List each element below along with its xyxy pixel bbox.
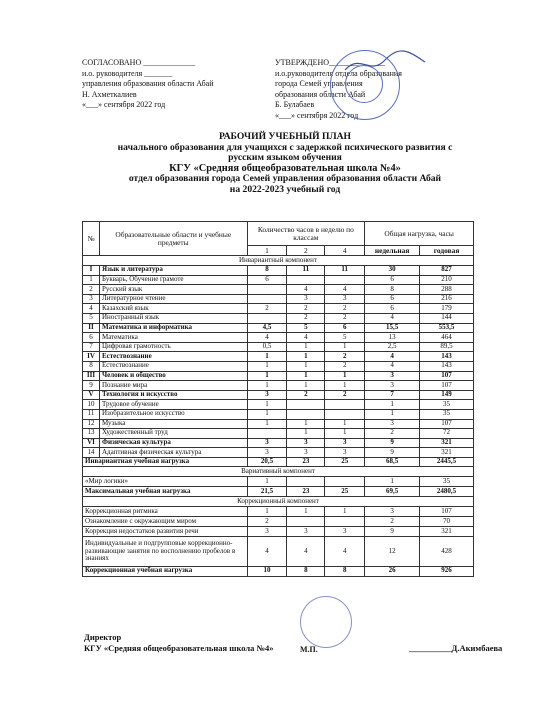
row-g4: 25 [325,457,365,467]
title-line: русским языком обучения [228,152,342,164]
row-g2: 1 [287,361,325,371]
row-yearly: 926 [420,567,474,577]
row-subject: Коррекция недостатков развития речи [83,527,248,537]
row-g4: 1 [325,419,365,429]
row-g2: 8 [287,567,325,577]
row-g4: 4 [325,537,365,567]
row-subject: Естествознание [99,352,247,362]
approval-left-line: и.о. руководителя _______ [82,68,173,78]
table-row [83,527,474,537]
row-yearly: 149 [420,390,474,400]
row-yearly: 70 [420,517,474,527]
row-g2: 1 [287,429,325,439]
row-g2: 2 [287,313,325,323]
row-weekly: 9 [365,527,420,537]
row-g2: 2 [287,390,325,400]
row-g4: 1 [325,381,365,391]
row-g4: 8 [325,567,365,577]
row-subject: Коррекционная ритмика [83,507,248,517]
table-row [83,313,474,323]
row-g4: 1 [325,507,365,517]
row-subject: Максимальная учебная нагрузка [83,487,248,497]
row-num: V [83,390,100,400]
row-g4: 2 [325,390,365,400]
row-g4: 6 [325,323,365,333]
header-yearly: годовая [420,246,474,256]
row-num: IV [83,352,100,362]
row-subject: Ознакомление с окружающим миром [83,517,248,527]
row-g2: 3 [287,294,325,304]
row-yearly: 107 [420,419,474,429]
row-yearly: 89,5 [420,342,474,352]
table-row [83,537,474,567]
row-subject: Изобразительное искусство [99,409,247,419]
row-g2: 1 [287,381,325,391]
title-line: отдел образования города Семей управления образования области Абай [128,173,442,185]
row-g2 [287,517,325,527]
row-g4: 3 [325,527,365,537]
row-num: I [83,266,100,276]
row-weekly: 4 [365,313,420,323]
approval-left-line: СОГЛАСОВАНО _____________ [82,58,196,67]
row-g1: 1 [247,400,287,410]
row-g4 [325,409,365,419]
table-row [83,294,474,304]
row-num: 13 [83,429,100,439]
row-g2: 1 [287,342,325,352]
row-yearly: 2480,5 [420,487,474,497]
row-yearly: 35 [420,400,474,410]
row-g1 [247,429,287,439]
row-g2: 23 [287,487,325,497]
row-weekly: 15,5 [365,323,420,333]
row-g1: 4 [247,537,287,567]
row-num: 8 [83,361,100,371]
table-row [83,487,474,497]
table-row [83,342,474,352]
row-g2: 3 [287,448,325,458]
row-yearly: 107 [420,507,474,517]
row-g2: 11 [287,266,325,276]
row-g1: 2 [247,304,287,314]
row-g2 [287,477,325,487]
footer-role: Директор [84,632,122,642]
section-header: Коррекционный компонент [83,497,474,507]
row-g1: 1 [247,409,287,419]
table-row [83,438,474,448]
row-subject: Инвариантная учебная нагрузка [83,457,248,467]
row-weekly: 1 [365,409,420,419]
row-g2 [287,409,325,419]
row-g1: 21,5 [247,487,287,497]
table-row [83,409,474,419]
table-row [83,507,474,517]
row-num: 5 [83,313,100,323]
row-g2: 4 [287,285,325,295]
row-yearly: 144 [420,313,474,323]
row-weekly: 3 [365,419,420,429]
table-row [83,361,474,371]
approval-left-line: управления образования области Абай [82,79,214,88]
row-g1: 1 [247,352,287,362]
row-subject: Физическая культура [99,438,247,448]
row-yearly: 428 [420,537,474,567]
row-weekly: 3 [365,381,420,391]
row-num: 7 [83,342,100,352]
row-g1: 4,5 [247,323,287,333]
row-subject: Естествознание [99,361,247,371]
row-num: 1 [83,275,100,285]
header-grade-2: 2 [287,246,325,256]
header-hours: Количество часов в неделю по классам [247,222,365,246]
row-g4 [325,477,365,487]
footer-mp: М.П. [300,645,318,654]
row-g4 [325,517,365,527]
approval-left-line: Н. Ахметкалиев [82,89,137,99]
row-g1: 0,5 [247,342,287,352]
row-yearly: 179 [420,304,474,314]
row-g4: 2 [325,313,365,323]
approval-right-line: УТВЕРЖДЕНО______________ [275,58,386,67]
table-row [83,517,474,527]
row-subject: Адаптивная физическая культура [99,448,247,458]
row-weekly: 3 [365,371,420,381]
row-g2: 23 [287,457,325,467]
row-yearly: 72 [420,429,474,439]
row-subject: Технология и искусство [99,390,247,400]
row-g1 [247,294,287,304]
row-yearly: 35 [420,477,474,487]
footer-signature: __________Д.Акимбаева [409,643,503,653]
row-g2 [287,275,325,285]
row-weekly: 9 [365,438,420,448]
row-g2: 3 [287,527,325,537]
row-weekly: 2,5 [365,342,420,352]
table-row [83,477,474,487]
row-weekly: 68,5 [365,457,420,467]
row-yearly: 321 [420,448,474,458]
document-title [80,132,490,196]
section-header: Инвариантный компонент [83,256,474,266]
row-g4: 3 [325,438,365,448]
row-subject: Индивидуальные и подгрупповые коррекционно-развивающие занятия по восполнению пробелов в знаниях [83,537,248,567]
row-num: VI [83,438,100,448]
row-g4: 5 [325,333,365,343]
row-g1: 1 [247,477,287,487]
table-row [83,323,474,333]
row-yearly: 35 [420,409,474,419]
row-weekly: 12 [365,537,420,567]
row-g2: 4 [287,333,325,343]
row-g2: 1 [287,371,325,381]
row-yearly: 827 [420,266,474,276]
footer-org: КГУ «Средняя общеобразовательная школа №4» [84,643,274,653]
row-subject: Литературное чтение [99,294,247,304]
header-grade-4: 4 [325,246,365,256]
row-yearly: 321 [420,438,474,448]
row-g4: 3 [325,448,365,458]
row-g4 [325,275,365,285]
row-g1 [247,313,287,323]
row-subject: Человек и общество [99,371,247,381]
row-g1: 4 [247,333,287,343]
row-g4: 2 [325,361,365,371]
header-weekly: недельная [365,246,420,256]
approval-right-line: образования области Абай [275,89,366,99]
row-g4: 3 [325,294,365,304]
title-school: КГУ «Средняя общеобразовательная школа №4» [169,162,401,174]
row-num: 4 [83,304,100,314]
row-subject: Познание мира [99,381,247,391]
row-g2: 3 [287,438,325,448]
row-g2: 1 [287,507,325,517]
row-g1: 3 [247,390,287,400]
row-weekly: 3 [365,507,420,517]
row-weekly: 6 [365,275,420,285]
row-g1: 3 [247,438,287,448]
row-yearly: 143 [420,361,474,371]
row-subject: «Мир логики» [83,477,248,487]
row-weekly: 6 [365,294,420,304]
row-num: II [83,323,100,333]
table-row [83,275,474,285]
curriculum-table [82,221,474,577]
row-g1: 1 [247,361,287,371]
row-yearly: 321 [420,527,474,537]
row-g2: 4 [287,537,325,567]
row-g1: 1 [247,381,287,391]
title-line: РАБОЧИЙ УЧЕБНЫЙ ПЛАН [219,131,351,142]
row-subject: Русский язык [99,285,247,295]
table-row [83,266,474,276]
approval-block-left [82,58,272,111]
row-weekly: 4 [365,352,420,362]
header-grade-1: 1 [247,246,287,256]
row-weekly: 69,5 [365,487,420,497]
row-weekly: 9 [365,448,420,458]
row-weekly: 2 [365,429,420,439]
row-weekly: 30 [365,266,420,276]
row-g1: 1 [247,419,287,429]
title-line: на 2022-2023 учебный год [229,183,341,195]
table-row [83,333,474,343]
row-g1: 1 [247,507,287,517]
row-subject: Букварь, Обучение грамоте [99,275,247,285]
row-g4: 25 [325,487,365,497]
table-row [83,304,474,314]
row-num: 3 [83,294,100,304]
row-yearly: 143 [420,352,474,362]
table-row [83,400,474,410]
row-weekly: 8 [365,285,420,295]
row-g2: 1 [287,352,325,362]
row-g4: 2 [325,352,365,362]
table-row [83,390,474,400]
row-weekly: 7 [365,390,420,400]
row-num: 11 [83,409,100,419]
row-subject: Цифровая грамотность [99,342,247,352]
row-g1: 10 [247,567,287,577]
approval-right-line: и.о.руководителя отдела образования [275,68,402,78]
row-num: 6 [83,333,100,343]
row-g1: 2 [247,517,287,527]
row-g4: 1 [325,429,365,439]
row-subject: Язык и литература [99,266,247,276]
table-row [83,371,474,381]
section-header: Вариативный компонент [83,467,474,477]
row-g1: 20,5 [247,457,287,467]
row-num: 12 [83,419,100,429]
row-subject: Иностранный язык [99,313,247,323]
row-g1: 6 [247,275,287,285]
row-g2: 5 [287,323,325,333]
row-weekly: 4 [365,361,420,371]
row-subject: Коррекционная учебная нагрузка [83,567,248,577]
row-g1: 3 [247,448,287,458]
row-g4: 1 [325,371,365,381]
school-stamp [300,596,352,648]
signature-mark [340,48,430,78]
row-yearly: 464 [420,333,474,343]
row-weekly: 2 [365,517,420,527]
row-yearly: 288 [420,285,474,295]
approval-right-line: Б. Булабаев [275,100,315,109]
row-g1: 1 [247,371,287,381]
table-row [83,419,474,429]
row-num: 2 [83,285,100,295]
header-subjects: Образовательные области и учебные предметы [99,222,247,256]
row-g4 [325,400,365,410]
row-subject: Математика [99,333,247,343]
row-subject: Математика и информатика [99,323,247,333]
row-yearly: 553,5 [420,323,474,333]
table-row [83,567,474,577]
row-num: 10 [83,400,100,410]
row-subject: Художественный труд [99,429,247,439]
table-row [83,457,474,467]
table-row [83,429,474,439]
row-g2: 2 [287,304,325,314]
table-body [83,256,474,577]
row-g2 [287,400,325,410]
row-yearly: 107 [420,371,474,381]
row-num: III [83,371,100,381]
approval-left-line: «___» сентября 2022 год [82,100,166,109]
row-g1: 3 [247,527,287,537]
row-g4: 4 [325,285,365,295]
table-row [83,352,474,362]
row-num: 14 [83,448,100,458]
row-yearly: 2445,5 [420,457,474,467]
row-weekly: 13 [365,333,420,343]
row-g4: 11 [325,266,365,276]
row-weekly: 26 [365,567,420,577]
approval-right-line: «___» сентября 2022 год [275,110,359,120]
row-yearly: 107 [420,381,474,391]
approval-right-line: города Семей управления [275,79,363,88]
row-subject: Трудовое обучение [99,400,247,410]
row-weekly: 1 [365,400,420,410]
table-row [83,381,474,391]
table-row [83,448,474,458]
row-subject: Казахский язык [99,304,247,314]
row-g4: 2 [325,304,365,314]
row-weekly: 6 [365,304,420,314]
row-yearly: 216 [420,294,474,304]
row-yearly: 210 [420,275,474,285]
row-g2: 1 [287,419,325,429]
row-g4: 1 [325,342,365,352]
header-load: Общая нагрузка, часы [365,222,474,246]
title-line: начального образования для учащихся с задержкой психического развития с [117,141,453,153]
table-row [83,285,474,295]
row-weekly: 1 [365,477,420,487]
row-g1 [247,285,287,295]
row-subject: Музыка [99,419,247,429]
header-num: № [83,222,100,256]
row-g1: 8 [247,266,287,276]
row-num: 9 [83,381,100,391]
